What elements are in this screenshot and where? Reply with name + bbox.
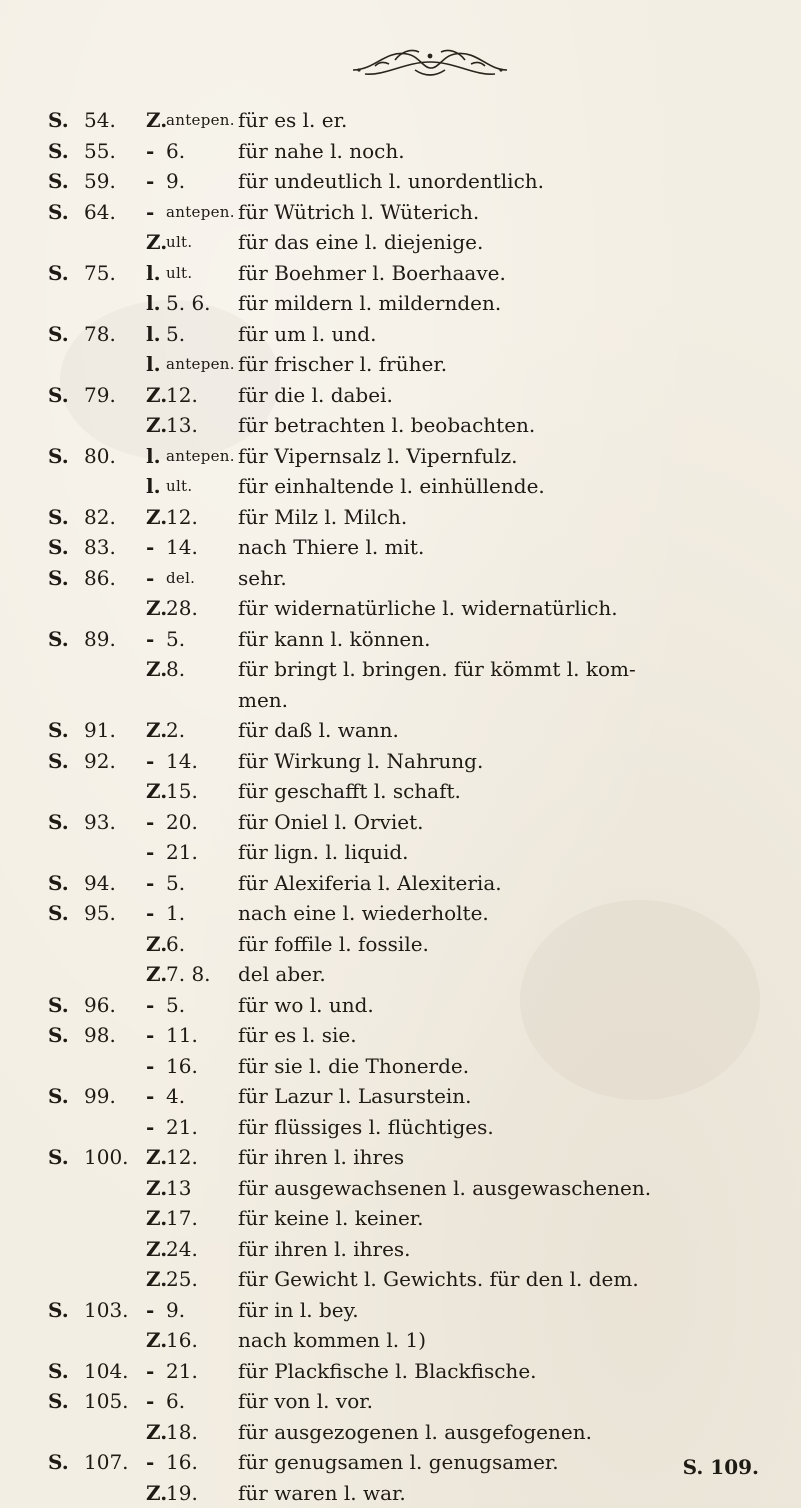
errata-line: [48, 1051, 788, 1082]
line-number: antepen.: [166, 202, 235, 221]
correction-text: nach kommen l. 1): [238, 1328, 427, 1352]
line-marker: Z.: [146, 1236, 168, 1261]
correction-text: für von l. vor.: [238, 1389, 373, 1413]
line-marker: -: [146, 626, 155, 651]
correction-text: für wo l. und.: [238, 992, 374, 1017]
correction-text: für Vipernsalz l. Vipernfulz.: [238, 443, 518, 468]
line-number: 14.: [166, 535, 198, 559]
line-number: 21.: [166, 1358, 198, 1383]
page-marker: S.: [48, 565, 69, 590]
line-number: 28.: [166, 596, 198, 620]
line-number: 5. 6.: [166, 291, 211, 315]
errata-line: [48, 685, 788, 716]
correction-text: für foffile l. fossile.: [238, 931, 429, 956]
errata-line: [48, 593, 788, 624]
errata-line: [48, 563, 788, 594]
line-number: ult.: [166, 233, 193, 251]
page-number: 86.: [84, 565, 116, 590]
line-marker: -: [146, 199, 155, 224]
errata-line: [48, 502, 788, 533]
line-number: 21.: [166, 1114, 198, 1139]
line-marker: l.: [146, 291, 161, 315]
line-marker: Z.: [146, 1206, 168, 1230]
line-marker: l.: [146, 352, 161, 376]
line-marker: Z.: [146, 108, 168, 132]
line-marker: -: [146, 870, 155, 895]
ornament-vignette: [345, 40, 515, 84]
line-number: antepen.: [166, 355, 235, 373]
page-number: 64.: [84, 199, 116, 224]
errata-line: [48, 1020, 788, 1051]
page-number: 99.: [84, 1084, 116, 1108]
correction-text: nach eine l. wiederholte.: [238, 901, 489, 925]
line-marker: Z.: [146, 779, 168, 803]
errata-line: [48, 959, 788, 990]
line-marker: -: [146, 809, 155, 834]
line-number: antepen.: [166, 446, 235, 465]
line-number: 21.: [166, 840, 198, 864]
page-number: 78.: [84, 321, 116, 346]
errata-line: [48, 136, 788, 167]
line-number: 5.: [166, 870, 186, 895]
line-number: 11.: [166, 1023, 198, 1047]
errata-line: [48, 837, 788, 868]
line-marker: Z.: [146, 1175, 168, 1200]
correction-text: für geschafft l. schaft.: [238, 779, 461, 803]
correction-text: für flüssiges l. flüchtiges.: [238, 1114, 494, 1139]
page-marker: S.: [48, 321, 69, 346]
line-number: 20.: [166, 809, 198, 834]
errata-line: [48, 1447, 788, 1478]
errata-line: [48, 1478, 788, 1508]
correction-text: für keine l. keiner.: [238, 1206, 424, 1230]
page-marker: S.: [48, 718, 69, 742]
errata-line: [48, 1417, 788, 1448]
line-number: 9.: [166, 169, 186, 193]
page-number: 103.: [84, 1297, 129, 1322]
page-number: 91.: [84, 718, 116, 742]
line-number: del.: [166, 568, 196, 587]
correction-text: für ausgezogenen l. ausgefogenen.: [238, 1419, 592, 1444]
page-marker: S.: [48, 809, 69, 834]
line-marker: Z.: [146, 1145, 168, 1169]
line-marker: Z.: [146, 230, 168, 254]
line-number: 15.: [166, 779, 198, 803]
line-marker: Z.: [146, 596, 168, 620]
line-marker: -: [146, 1450, 155, 1474]
line-marker: Z.: [146, 382, 168, 407]
correction-text: für waren l. war.: [238, 1480, 406, 1505]
correction-text: für ausgewachsenen l. ausgewaschenen.: [238, 1175, 652, 1200]
page-number: 104.: [84, 1358, 129, 1383]
line-marker: -: [146, 1389, 155, 1413]
line-number: 13: [166, 1175, 192, 1200]
line-number: 2.: [166, 718, 186, 742]
page-marker: S.: [48, 382, 69, 407]
errata-line: [48, 1234, 788, 1265]
line-marker: l.: [146, 474, 161, 498]
errata-line: [48, 1295, 788, 1326]
line-number: 17.: [166, 1206, 198, 1230]
line-number: 12.: [166, 1145, 198, 1169]
errata-line: [48, 441, 788, 472]
correction-text: für kann l. können.: [238, 626, 431, 651]
correction-text: für einhaltende l. einhüllende.: [238, 474, 545, 498]
page-marker: S.: [48, 1297, 69, 1322]
line-marker: Z.: [146, 1328, 168, 1352]
page-number: 83.: [84, 535, 116, 559]
line-number: 19.: [166, 1480, 198, 1505]
line-marker: l.: [146, 443, 161, 468]
line-marker: -: [146, 1084, 155, 1108]
line-marker: -: [146, 1023, 155, 1047]
page-number: 80.: [84, 443, 116, 468]
line-number: ult.: [166, 263, 193, 282]
line-number: 4.: [166, 1084, 186, 1108]
errata-line: [48, 197, 788, 228]
line-number: 6.: [166, 1389, 186, 1413]
correction-text: für die l. dabei.: [238, 382, 393, 407]
page-marker: S.: [48, 901, 69, 925]
page-number: 79.: [84, 382, 116, 407]
correction-text: für lign. l. liquid.: [238, 840, 409, 864]
page-marker: S.: [48, 1084, 69, 1108]
page-marker: S.: [48, 504, 69, 529]
line-marker: Z.: [146, 413, 168, 437]
line-number: 25.: [166, 1267, 198, 1291]
correction-text: für um l. und.: [238, 321, 377, 346]
page-marker: S.: [48, 169, 69, 193]
line-number: 16.: [166, 1053, 198, 1078]
page-number: 54.: [84, 108, 116, 132]
line-marker: Z.: [146, 718, 168, 742]
correction-text: für Boehmer l. Boerhaave.: [238, 260, 506, 285]
page-number: 105.: [84, 1389, 129, 1413]
line-marker: -: [146, 901, 155, 925]
errata-line: [48, 349, 788, 380]
errata-line: [48, 410, 788, 441]
line-number: ult.: [166, 477, 193, 495]
page-number: 75.: [84, 260, 116, 285]
page-marker: S.: [48, 535, 69, 559]
page-marker: S.: [48, 1023, 69, 1047]
line-number: 14.: [166, 748, 198, 773]
errata-line: [48, 1112, 788, 1143]
line-number: 5.: [166, 992, 186, 1017]
line-number: 13.: [166, 413, 198, 437]
page-number: 82.: [84, 504, 116, 529]
line-marker: -: [146, 840, 155, 864]
line-number: antepen.: [166, 111, 235, 129]
page-marker: S.: [48, 1358, 69, 1383]
errata-line: [48, 380, 788, 411]
errata-line: [48, 1325, 788, 1356]
errata-line: [48, 227, 788, 258]
correction-text: für Wirkung l. Nahrung.: [238, 748, 484, 773]
line-marker: -: [146, 138, 155, 163]
errata-line: [48, 532, 788, 563]
page-marker: S.: [48, 443, 69, 468]
catchword: S. 109.: [682, 1455, 759, 1479]
line-marker: Z.: [146, 1419, 168, 1444]
page-marker: S.: [48, 138, 69, 163]
line-number: 5.: [166, 626, 186, 651]
errata-line: [48, 1081, 788, 1112]
line-number: 7. 8.: [166, 962, 211, 986]
line-number: 16.: [166, 1328, 198, 1352]
correction-text: für Gewicht l. Gewichts. für den l. dem.: [238, 1267, 639, 1291]
page-marker: S.: [48, 1450, 69, 1474]
correction-text: für betrachten l. beobachten.: [238, 413, 536, 437]
line-marker: -: [146, 1358, 155, 1383]
correction-text: für genugsamen l. genugsamer.: [238, 1450, 559, 1474]
correction-text: für undeutlich l. unordentlich.: [238, 169, 545, 193]
errata-line: [48, 715, 788, 746]
line-marker: -: [146, 1114, 155, 1139]
line-number: 18.: [166, 1419, 198, 1444]
correction-text: nach Thiere l. mit.: [238, 535, 425, 559]
correction-text: für Wütrich l. Wüterich.: [238, 199, 480, 224]
page-number: 92.: [84, 748, 116, 773]
errata-line: [48, 990, 788, 1021]
correction-text: für Oniel l. Orviet.: [238, 809, 424, 834]
page-marker: S.: [48, 992, 69, 1017]
errata-line: [48, 746, 788, 777]
correction-text: für widernatürliche l. widernatürlich.: [238, 596, 618, 620]
page-number: 98.: [84, 1023, 116, 1047]
errata-line: [48, 1142, 788, 1173]
errata-line: [48, 258, 788, 289]
line-marker: -: [146, 565, 155, 590]
errata-line: [48, 166, 788, 197]
page-marker: S.: [48, 870, 69, 895]
correction-text: für es l. er.: [238, 108, 348, 132]
correction-text: für ihren l. ihres.: [238, 1236, 411, 1261]
line-number: 1.: [166, 901, 186, 925]
errata-line: [48, 807, 788, 838]
line-number: 5.: [166, 321, 186, 346]
errata-line: [48, 929, 788, 960]
errata-line: [48, 776, 788, 807]
errata-line: [48, 868, 788, 899]
correction-text: für sie l. die Thonerde.: [238, 1053, 470, 1078]
correction-text: für Milz l. Milch.: [238, 504, 408, 529]
page-number: 59.: [84, 169, 116, 193]
errata-line: [48, 1173, 788, 1204]
correction-text: men.: [238, 687, 289, 712]
line-marker: Z.: [146, 962, 168, 986]
errata-line: [48, 1386, 788, 1417]
line-marker: -: [146, 1297, 155, 1322]
page-marker: S.: [48, 108, 69, 132]
page-marker: S.: [48, 260, 69, 285]
line-marker: Z.: [146, 1267, 168, 1291]
page-number: 100.: [84, 1145, 129, 1169]
page-marker: S.: [48, 748, 69, 773]
page-marker: S.: [48, 1389, 69, 1413]
correction-text: für Alexiferia l. Alexiteria.: [238, 870, 502, 895]
line-number: 9.: [166, 1297, 186, 1322]
errata-line: [48, 1203, 788, 1234]
page-marker: S.: [48, 199, 69, 224]
line-number: 16.: [166, 1450, 198, 1474]
line-number: 24.: [166, 1236, 198, 1261]
correction-text: für frischer l. früher.: [238, 352, 448, 376]
line-marker: Z.: [146, 931, 168, 956]
errata-line: [48, 1264, 788, 1295]
correction-text: für Plackfische l. Blackfische.: [238, 1358, 537, 1383]
line-marker: -: [146, 169, 155, 193]
errata-line: [48, 1356, 788, 1387]
correction-text: für nahe l. noch.: [238, 138, 405, 163]
correction-text: für mildern l. mildernden.: [238, 291, 502, 315]
line-marker: -: [146, 748, 155, 773]
errata-line: [48, 288, 788, 319]
page-marker: S.: [48, 1145, 69, 1169]
page-number: 107.: [84, 1450, 129, 1474]
correction-text: für bringt l. bringen. für kömmt l. kom-: [238, 657, 636, 681]
line-number: 6.: [166, 138, 186, 163]
correction-text: für daß l. wann.: [238, 718, 399, 742]
page-number: 94.: [84, 870, 116, 895]
correction-text: del aber.: [238, 962, 326, 986]
errata-list: [48, 105, 788, 1508]
line-number: 6.: [166, 931, 186, 956]
errata-line: [48, 624, 788, 655]
correction-text: für das eine l. diejenige.: [238, 230, 484, 254]
errata-line: [48, 654, 788, 685]
line-marker: -: [146, 992, 155, 1017]
correction-text: für es l. sie.: [238, 1023, 357, 1047]
line-marker: Z.: [146, 1480, 168, 1505]
page-number: 96.: [84, 992, 116, 1017]
correction-text: sehr.: [238, 565, 287, 590]
line-number: 12.: [166, 382, 198, 407]
page-marker: S.: [48, 626, 69, 651]
line-number: 8.: [166, 657, 186, 681]
errata-line: [48, 105, 788, 136]
page-number: 95.: [84, 901, 116, 925]
line-marker: l.: [146, 321, 161, 346]
correction-text: für ihren l. ihres: [238, 1145, 405, 1169]
page-number: 55.: [84, 138, 116, 163]
line-marker: l.: [146, 260, 161, 285]
correction-text: für in l. bey.: [238, 1297, 359, 1322]
line-marker: -: [146, 1053, 155, 1078]
errata-line: [48, 319, 788, 350]
line-marker: Z.: [146, 657, 168, 681]
page-number: 93.: [84, 809, 116, 834]
correction-text: für Lazur l. Lasurstein.: [238, 1084, 472, 1108]
errata-line: [48, 471, 788, 502]
line-marker: Z.: [146, 504, 168, 529]
page-number: 89.: [84, 626, 116, 651]
errata-line: [48, 898, 788, 929]
line-number: 12.: [166, 504, 198, 529]
line-marker: -: [146, 535, 155, 559]
